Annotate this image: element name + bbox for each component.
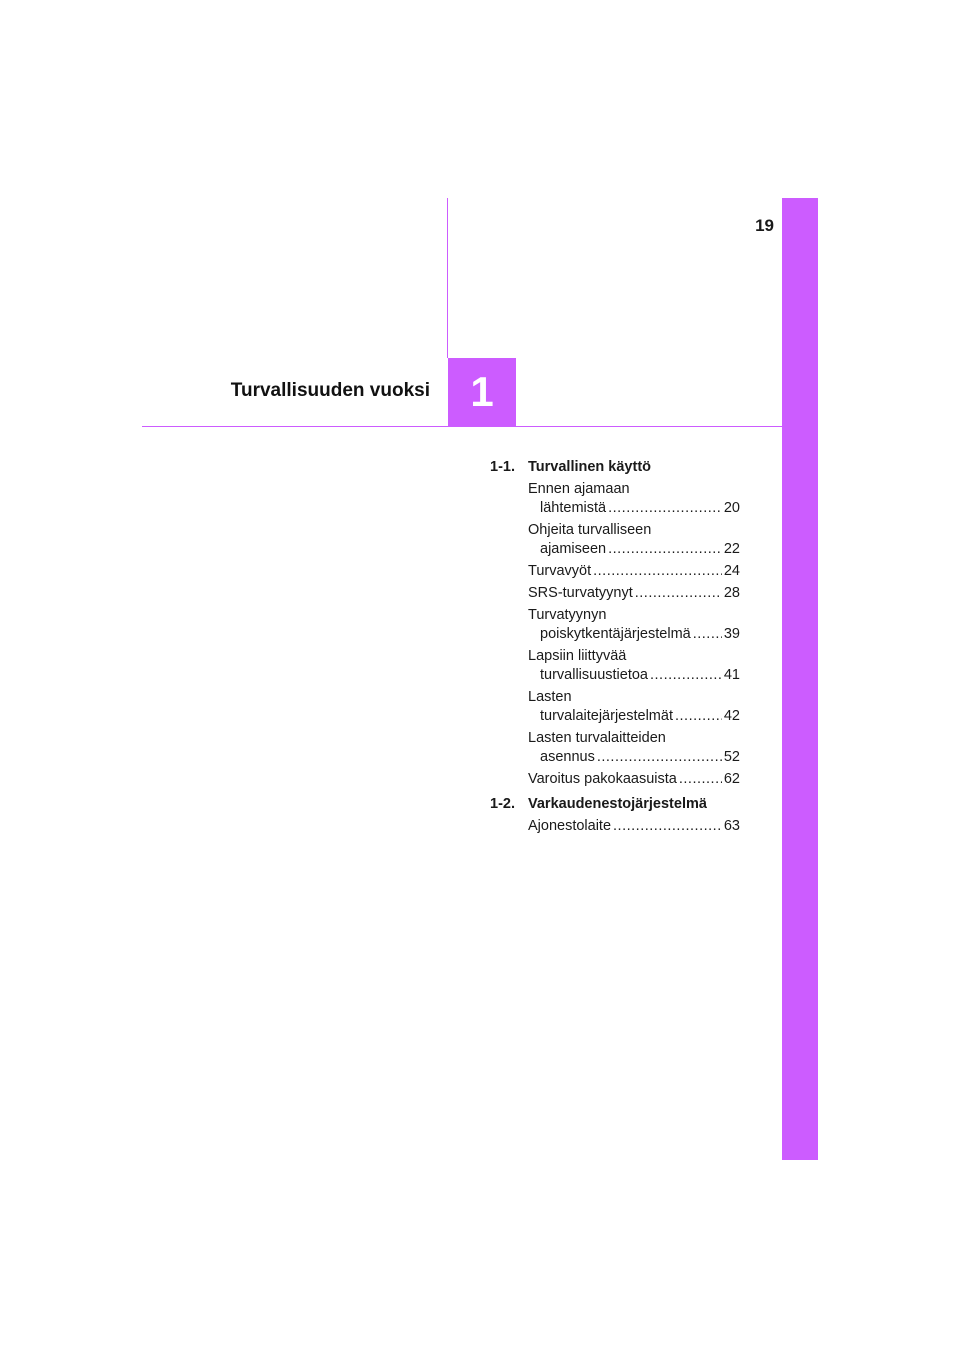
- entry-first-line: Turvatyynyn: [528, 607, 607, 623]
- toc-entry[interactable]: [528, 770, 740, 789]
- entry-page: 63: [723, 818, 740, 834]
- entry-second-line: [528, 540, 740, 559]
- entry-page: 62: [723, 771, 740, 787]
- dot-leader: [675, 707, 722, 726]
- entry-label: SRS-turvatyynyt: [528, 585, 633, 601]
- entry-label: lähtemistä: [540, 500, 607, 516]
- entry-page: 20: [723, 500, 740, 516]
- entry-label: Varoitus pakokaasuista: [528, 771, 677, 787]
- toc-entry[interactable]: [528, 729, 740, 767]
- dot-leader: [635, 584, 722, 603]
- section-number: 1-2.: [490, 796, 515, 812]
- dot-leader: [613, 817, 722, 836]
- entry-second-line: [528, 625, 740, 644]
- entry-second-line: [528, 666, 740, 685]
- dot-leader: [593, 562, 722, 581]
- entry-label: Ajonestolaite: [528, 818, 612, 834]
- chapter-title: Turvallisuuden vuoksi: [230, 380, 430, 401]
- toc-entry[interactable]: [528, 521, 740, 559]
- toc-entry[interactable]: [528, 688, 740, 726]
- entry-first-line: Ohjeita turvalliseen: [528, 522, 652, 538]
- entry-label: turvalaitejärjestelmät: [540, 708, 673, 724]
- dot-leader: [608, 540, 722, 559]
- entry-page: 52: [723, 749, 740, 765]
- entry-label: asennus: [540, 749, 595, 765]
- toc-entry[interactable]: [528, 817, 740, 836]
- entry-page: 24: [723, 563, 740, 579]
- entry-label: ajamiseen: [540, 541, 607, 557]
- toc-entry[interactable]: [528, 480, 740, 518]
- entry-label: turvallisuustietoa: [540, 667, 648, 683]
- entry-line: [528, 562, 740, 581]
- toc-entry[interactable]: [528, 562, 740, 581]
- section-title: Varkaudenestojärjestelmä: [528, 796, 707, 812]
- table-of-contents: [490, 458, 740, 839]
- entry-page: 28: [723, 585, 740, 601]
- entry-first-line: Ennen ajamaan: [528, 481, 630, 497]
- dot-leader: [679, 770, 722, 789]
- chapter-side-tab: [782, 198, 818, 1160]
- section-number: 1-1.: [490, 459, 515, 475]
- toc-entry[interactable]: [528, 584, 740, 603]
- section-title: Turvallinen käyttö: [528, 459, 652, 475]
- page-number: 19: [755, 216, 774, 235]
- entry-page: 22: [723, 541, 740, 557]
- dot-leader: [597, 748, 722, 767]
- entry-second-line: [528, 707, 740, 726]
- entry-label: Turvavyöt: [528, 563, 592, 579]
- entry-line: [528, 584, 740, 603]
- chapter-number-box: [448, 358, 516, 426]
- toc-entry[interactable]: [528, 606, 740, 644]
- entry-line: [528, 817, 740, 836]
- toc-entry[interactable]: [528, 647, 740, 685]
- entry-first-line: Lapsiin liittyvää: [528, 648, 627, 664]
- horizontal-divider: [142, 426, 782, 427]
- entry-line: [528, 770, 740, 789]
- entry-first-line: Lasten turvalaitteiden: [528, 730, 666, 746]
- entry-first-line: Lasten: [528, 689, 572, 705]
- chapter-number: 1: [470, 368, 494, 415]
- toc-section-heading: [490, 458, 740, 477]
- dot-leader: [693, 625, 722, 644]
- entry-second-line: [528, 499, 740, 518]
- dot-leader: [608, 499, 722, 518]
- vertical-divider: [447, 198, 448, 358]
- dot-leader: [650, 666, 722, 685]
- entry-page: 42: [723, 708, 740, 724]
- entry-page: 39: [723, 626, 740, 642]
- entry-label: poiskytkentäjärjestelmä: [540, 626, 691, 642]
- entry-page: 41: [723, 667, 740, 683]
- toc-section-heading: [490, 795, 740, 814]
- entry-second-line: [528, 748, 740, 767]
